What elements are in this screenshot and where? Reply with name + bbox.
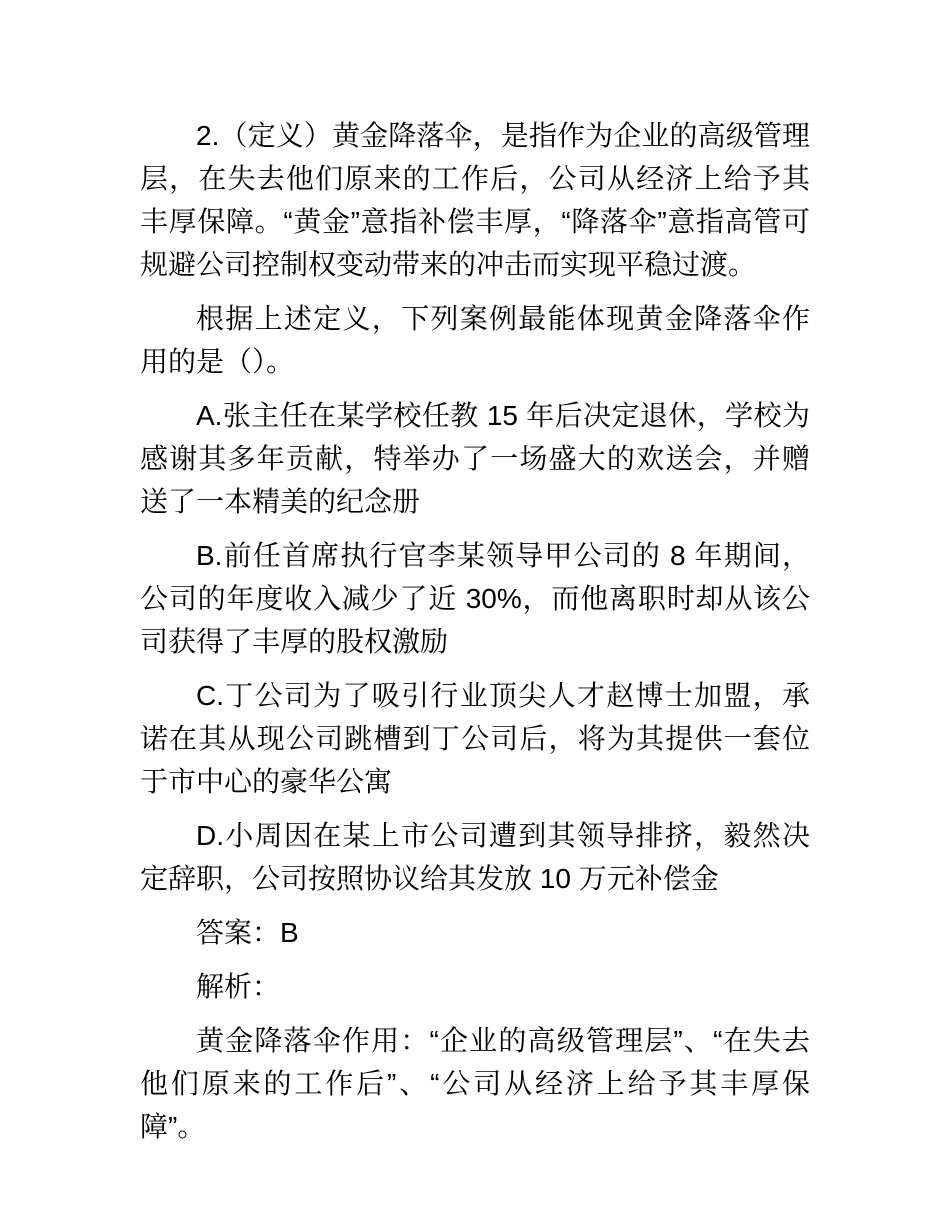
option-d: D.小周因在某上市公司遭到其领导排挤，毅然决定辞职，公司按照协议给其发放 10 万元补偿金 [140,820,810,894]
option-b: B.前任首席执行官李某领导甲公司的 8 年期间，公司的年度收入减少了近 30%，而他离职时却从该公司获得了丰厚的股权激励 [140,540,810,657]
analysis-label: 解析： [196,971,281,1002]
option-c: C.丁公司为了吸引行业顶尖人才赵博士加盟，承诺在其从现公司跳槽到丁公司后，将为其提供一套位于市中心的豪华公寓 [140,680,810,797]
paragraph-question-stem: 根据上述定义，下列案例最能体现黄金降落伞作用的是（）。 [140,303,810,377]
answer-line: 答案：B [196,917,299,948]
option-a: A.张主任在某学校任教 15 年后决定退休，学校为感谢其多年贡献，特举办了一场盛大的欢送会，并赠送了一本精美的纪念册 [140,400,810,517]
analysis-content: 黄金降落伞作用：“企业的高级管理层”、“在失去他们原来的工作后”、“公司从经济上给予其丰厚保障”。 [140,1025,810,1142]
paragraph-definition: 2.（定义）黄金降落伞，是指作为企业的高级管理层，在失去他们原来的工作后，公司从经济上给予其丰厚保障。“黄金”意指补偿丰厚，“降落伞”意指高管可规避公司控制权变动带来的冲击而实现平稳过渡。 [140,120,810,280]
